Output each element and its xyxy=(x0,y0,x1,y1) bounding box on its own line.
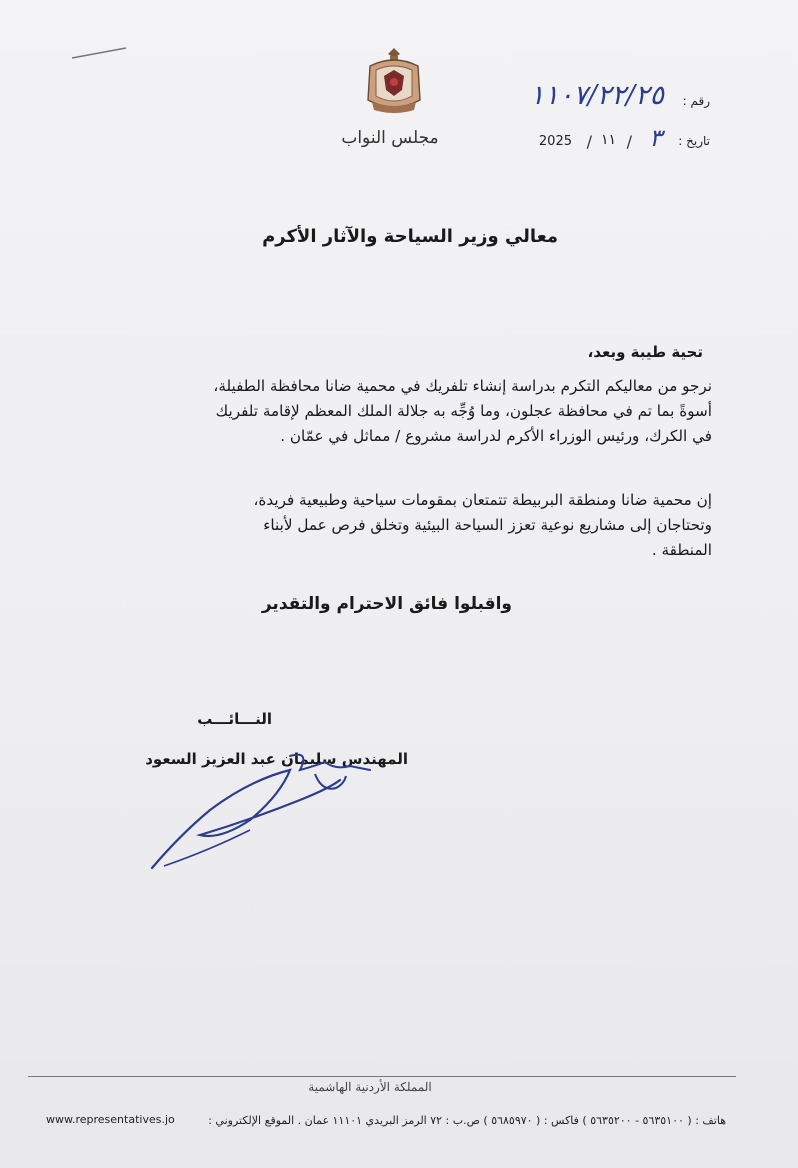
date-year: 2025 xyxy=(538,134,572,149)
footer-divider xyxy=(28,1076,736,1077)
date-separator: / xyxy=(626,132,632,151)
body-line: وتحتاجان إلى مشاريع نوعية تعزز السياحة البيئية وتخلق فرص عمل لأبناء xyxy=(263,516,712,534)
body-line: في الكرك، ورئيس الوزراء الأكرم لدراسة مشروع / مماثل في عمّان . xyxy=(280,427,712,445)
reference-number: ١١٠٧/٢٢/٢٥ xyxy=(529,80,664,111)
handwritten-signature xyxy=(140,740,380,875)
date-label: تاريخ : xyxy=(678,134,710,148)
date-day: ٣ xyxy=(649,124,662,152)
reference-line xyxy=(480,80,710,112)
addressee: معالي وزير السياحة والآثار الأكرم xyxy=(262,226,558,247)
footer-website: www.representatives.jo xyxy=(46,1113,175,1126)
coat-of-arms-icon xyxy=(360,44,428,118)
date-separator: / xyxy=(586,132,592,151)
signatory-title: النـــائـــب xyxy=(197,710,272,728)
footer-kingdom-name: المملكة الأردنية الهاشمية xyxy=(308,1080,432,1094)
greeting: تحية طيبة وبعد، xyxy=(587,343,703,361)
body-paragraph-1 xyxy=(72,374,712,449)
reference-block xyxy=(480,80,710,156)
date-line xyxy=(480,126,710,156)
closing-salutation: واقبلوا فائق الاحترام والتقدير xyxy=(261,594,512,614)
body-line: إن محمية ضانا ومنطقة البربيطة تتمتعان بمقومات سياحية وطبيعية فريدة، xyxy=(253,491,712,509)
body-paragraph-2 xyxy=(72,488,712,563)
body-line: المنطقة . xyxy=(651,541,712,559)
reference-label: رقم : xyxy=(682,94,710,108)
signatory-name: المهندس سليمان عبد العزيز السعود xyxy=(145,750,408,768)
body-line: نرجو من معاليكم التكرم بدراسة إنشاء تلفريك في محمية ضانا محافظة الطفيلة، xyxy=(213,377,712,395)
body-line: أسوةً بما تم في محافظة عجلون، وما وُجِّه به جلالة الملك المعظم لإقامة تلفريك xyxy=(215,402,712,420)
pencil-mark xyxy=(70,46,128,60)
footer-contact-info: هاتف : ( ٥٦٣٥١٠٠ - ٥٦٣٥٢٠٠ ) فاكس : ( ٥٦٨٥٩٧٠ ) ص.ب : ٧٢ الرمز البريدي ١١١٠١ عمان . الموقع الإلكتروني : xyxy=(208,1114,726,1127)
council-name: مجلس النواب xyxy=(341,128,439,148)
date-month: ١١ xyxy=(600,132,616,148)
